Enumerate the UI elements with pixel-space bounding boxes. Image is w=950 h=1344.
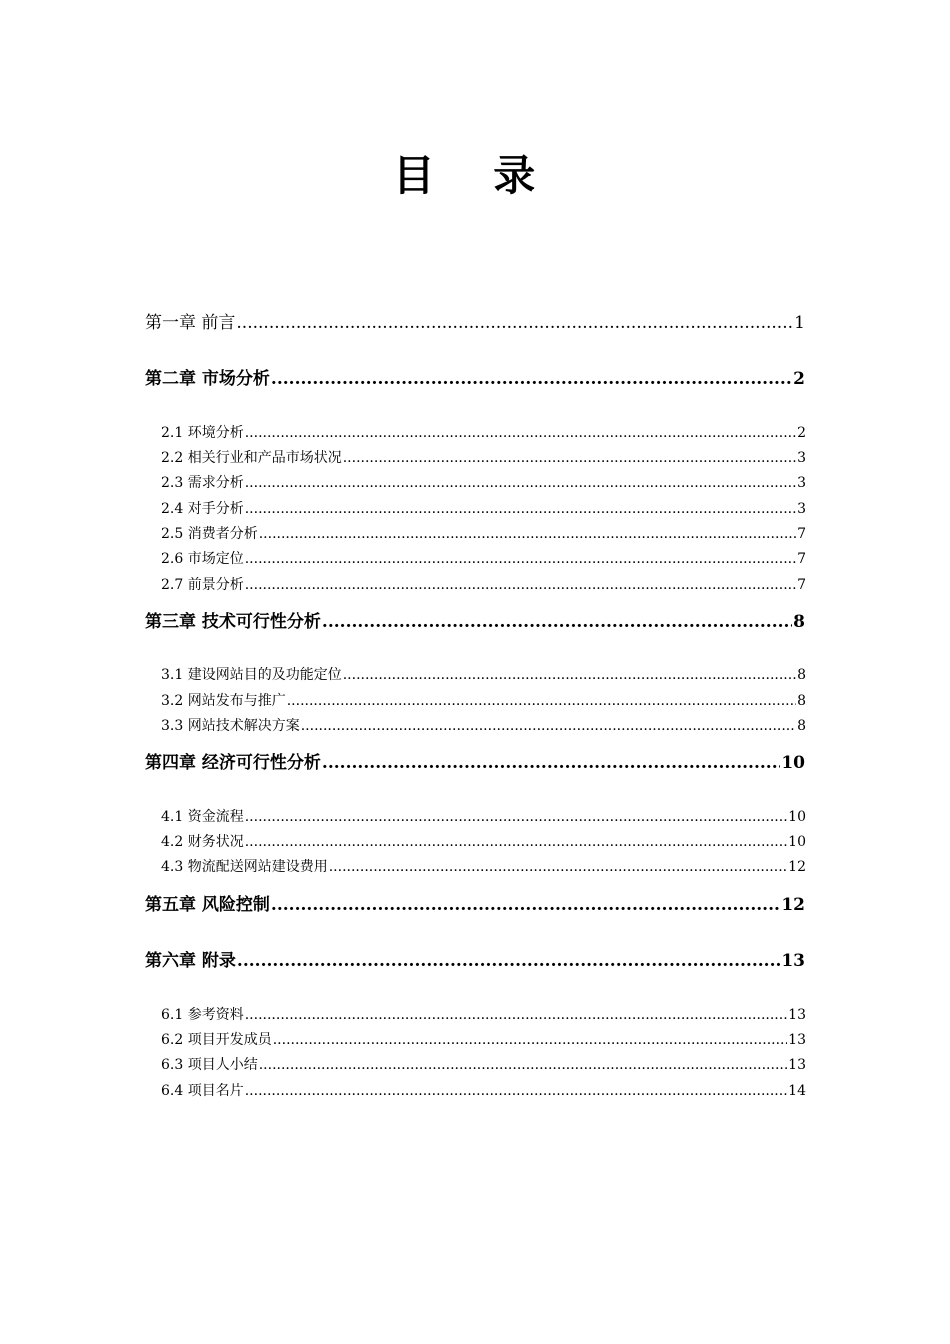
toc-entry-section-3-1[interactable] [161,664,806,684]
toc-entry-label: 2.4 对手分析 [161,501,244,517]
toc-entry-label: 第三章 技术可行性分析 [145,612,321,632]
dot-leader [245,501,796,517]
toc-entry-page: 7 [797,577,806,593]
dot-leader [245,577,796,593]
toc-entry-page: 3 [797,450,806,466]
toc-entry-page: 13 [781,951,805,971]
toc-entry-section-6-4[interactable] [161,1080,806,1100]
dot-leader [236,313,793,333]
toc-entry-label: 4.2 财务状况 [161,834,244,850]
toc-entry-label: 2.5 消费者分析 [161,526,258,542]
dot-leader [287,693,796,709]
dot-leader [301,718,796,734]
toc-entry-chapter-6[interactable] [145,946,805,971]
toc-entry-page: 12 [781,895,805,915]
toc-entry-section-2-2[interactable] [161,447,806,467]
dot-leader [245,834,787,850]
toc-entry-label: 第四章 经济可行性分析 [145,753,321,773]
dot-leader [271,369,792,389]
toc-entry-page: 2 [797,425,806,441]
dot-leader [245,551,796,567]
toc-entry-page: 13 [788,1057,806,1073]
dot-leader [245,425,796,441]
toc-entry-page: 3 [797,501,806,517]
toc-entry-label: 6.4 项目名片 [161,1083,244,1099]
toc-entry-section-2-5[interactable] [161,523,806,543]
dot-leader [343,667,796,683]
toc-entry-label: 3.2 网站发布与推广 [161,693,286,709]
toc-entry-label: 第二章 市场分析 [145,369,270,389]
toc-entry-page: 8 [797,718,806,734]
toc-title: 目 录 [392,151,558,200]
toc-entry-chapter-3[interactable] [145,607,805,632]
toc-entry-label: 6.1 参考资料 [161,1007,244,1023]
toc-entry-label: 2.7 前景分析 [161,577,244,593]
toc-entry-page: 10 [788,809,806,825]
dot-leader [237,951,780,971]
toc-entry-chapter-1[interactable] [145,308,805,333]
dot-leader [245,1007,787,1023]
toc-entry-page: 10 [788,834,806,850]
toc-entry-page: 8 [797,693,806,709]
toc-entry-label: 第五章 风险控制 [145,895,270,915]
toc-entry-label: 2.3 需求分析 [161,475,244,491]
toc-entry-label: 4.3 物流配送网站建设费用 [161,859,328,875]
toc-entry-page: 8 [793,612,805,632]
dot-leader [245,1083,787,1099]
toc-entry-section-2-1[interactable] [161,422,806,442]
dot-leader [245,475,796,491]
toc-entry-page: 2 [793,369,805,389]
toc-entry-label: 2.1 环境分析 [161,425,244,441]
toc-entry-page: 7 [797,551,806,567]
toc-entry-page: 14 [788,1083,806,1099]
toc-entry-page: 10 [781,753,805,773]
toc-entry-section-3-3[interactable] [161,715,806,735]
toc-entry-label: 第一章 前言 [145,313,236,333]
toc-entry-section-4-2[interactable] [161,831,806,851]
toc-entry-section-4-3[interactable] [161,856,806,876]
toc-entry-section-2-3[interactable] [161,472,806,492]
dot-leader [343,450,796,466]
toc-entry-section-4-1[interactable] [161,806,806,826]
toc-entry-label: 3.1 建设网站目的及功能定位 [161,667,342,683]
toc-entry-page: 12 [788,859,806,875]
toc-entry-label: 2.2 相关行业和产品市场状况 [161,450,342,466]
toc-entry-page: 8 [797,667,806,683]
toc-entry-label: 第六章 附录 [145,951,236,971]
dot-leader [271,895,780,915]
toc-entry-chapter-4[interactable] [145,748,805,773]
dot-leader [259,526,796,542]
toc-entry-section-2-6[interactable] [161,548,806,568]
toc-entry-label: 3.3 网站技术解决方案 [161,718,300,734]
dot-leader [259,1057,787,1073]
toc-entry-section-6-1[interactable] [161,1004,806,1024]
toc-entry-label: 6.3 项目人小结 [161,1057,258,1073]
toc-entry-section-3-2[interactable] [161,690,806,710]
toc-entry-page: 1 [794,313,805,333]
dot-leader [322,612,792,632]
dot-leader [245,809,787,825]
toc-entry-chapter-5[interactable] [145,890,805,915]
toc-entry-page: 3 [797,475,806,491]
dot-leader [329,859,787,875]
toc-entry-section-2-4[interactable] [161,498,806,518]
dot-leader [273,1032,787,1048]
dot-leader [322,753,780,773]
toc-entry-page: 7 [797,526,806,542]
toc-entry-section-6-2[interactable] [161,1029,806,1049]
toc-entry-label: 6.2 项目开发成员 [161,1032,272,1048]
toc-entry-label: 4.1 资金流程 [161,809,244,825]
toc-entry-chapter-2[interactable] [145,364,805,389]
toc-entry-page: 13 [788,1007,806,1023]
toc-entry-section-2-7[interactable] [161,574,806,594]
toc-entry-page: 13 [788,1032,806,1048]
toc-entry-label: 2.6 市场定位 [161,551,244,567]
toc-entry-section-6-3[interactable] [161,1054,806,1074]
